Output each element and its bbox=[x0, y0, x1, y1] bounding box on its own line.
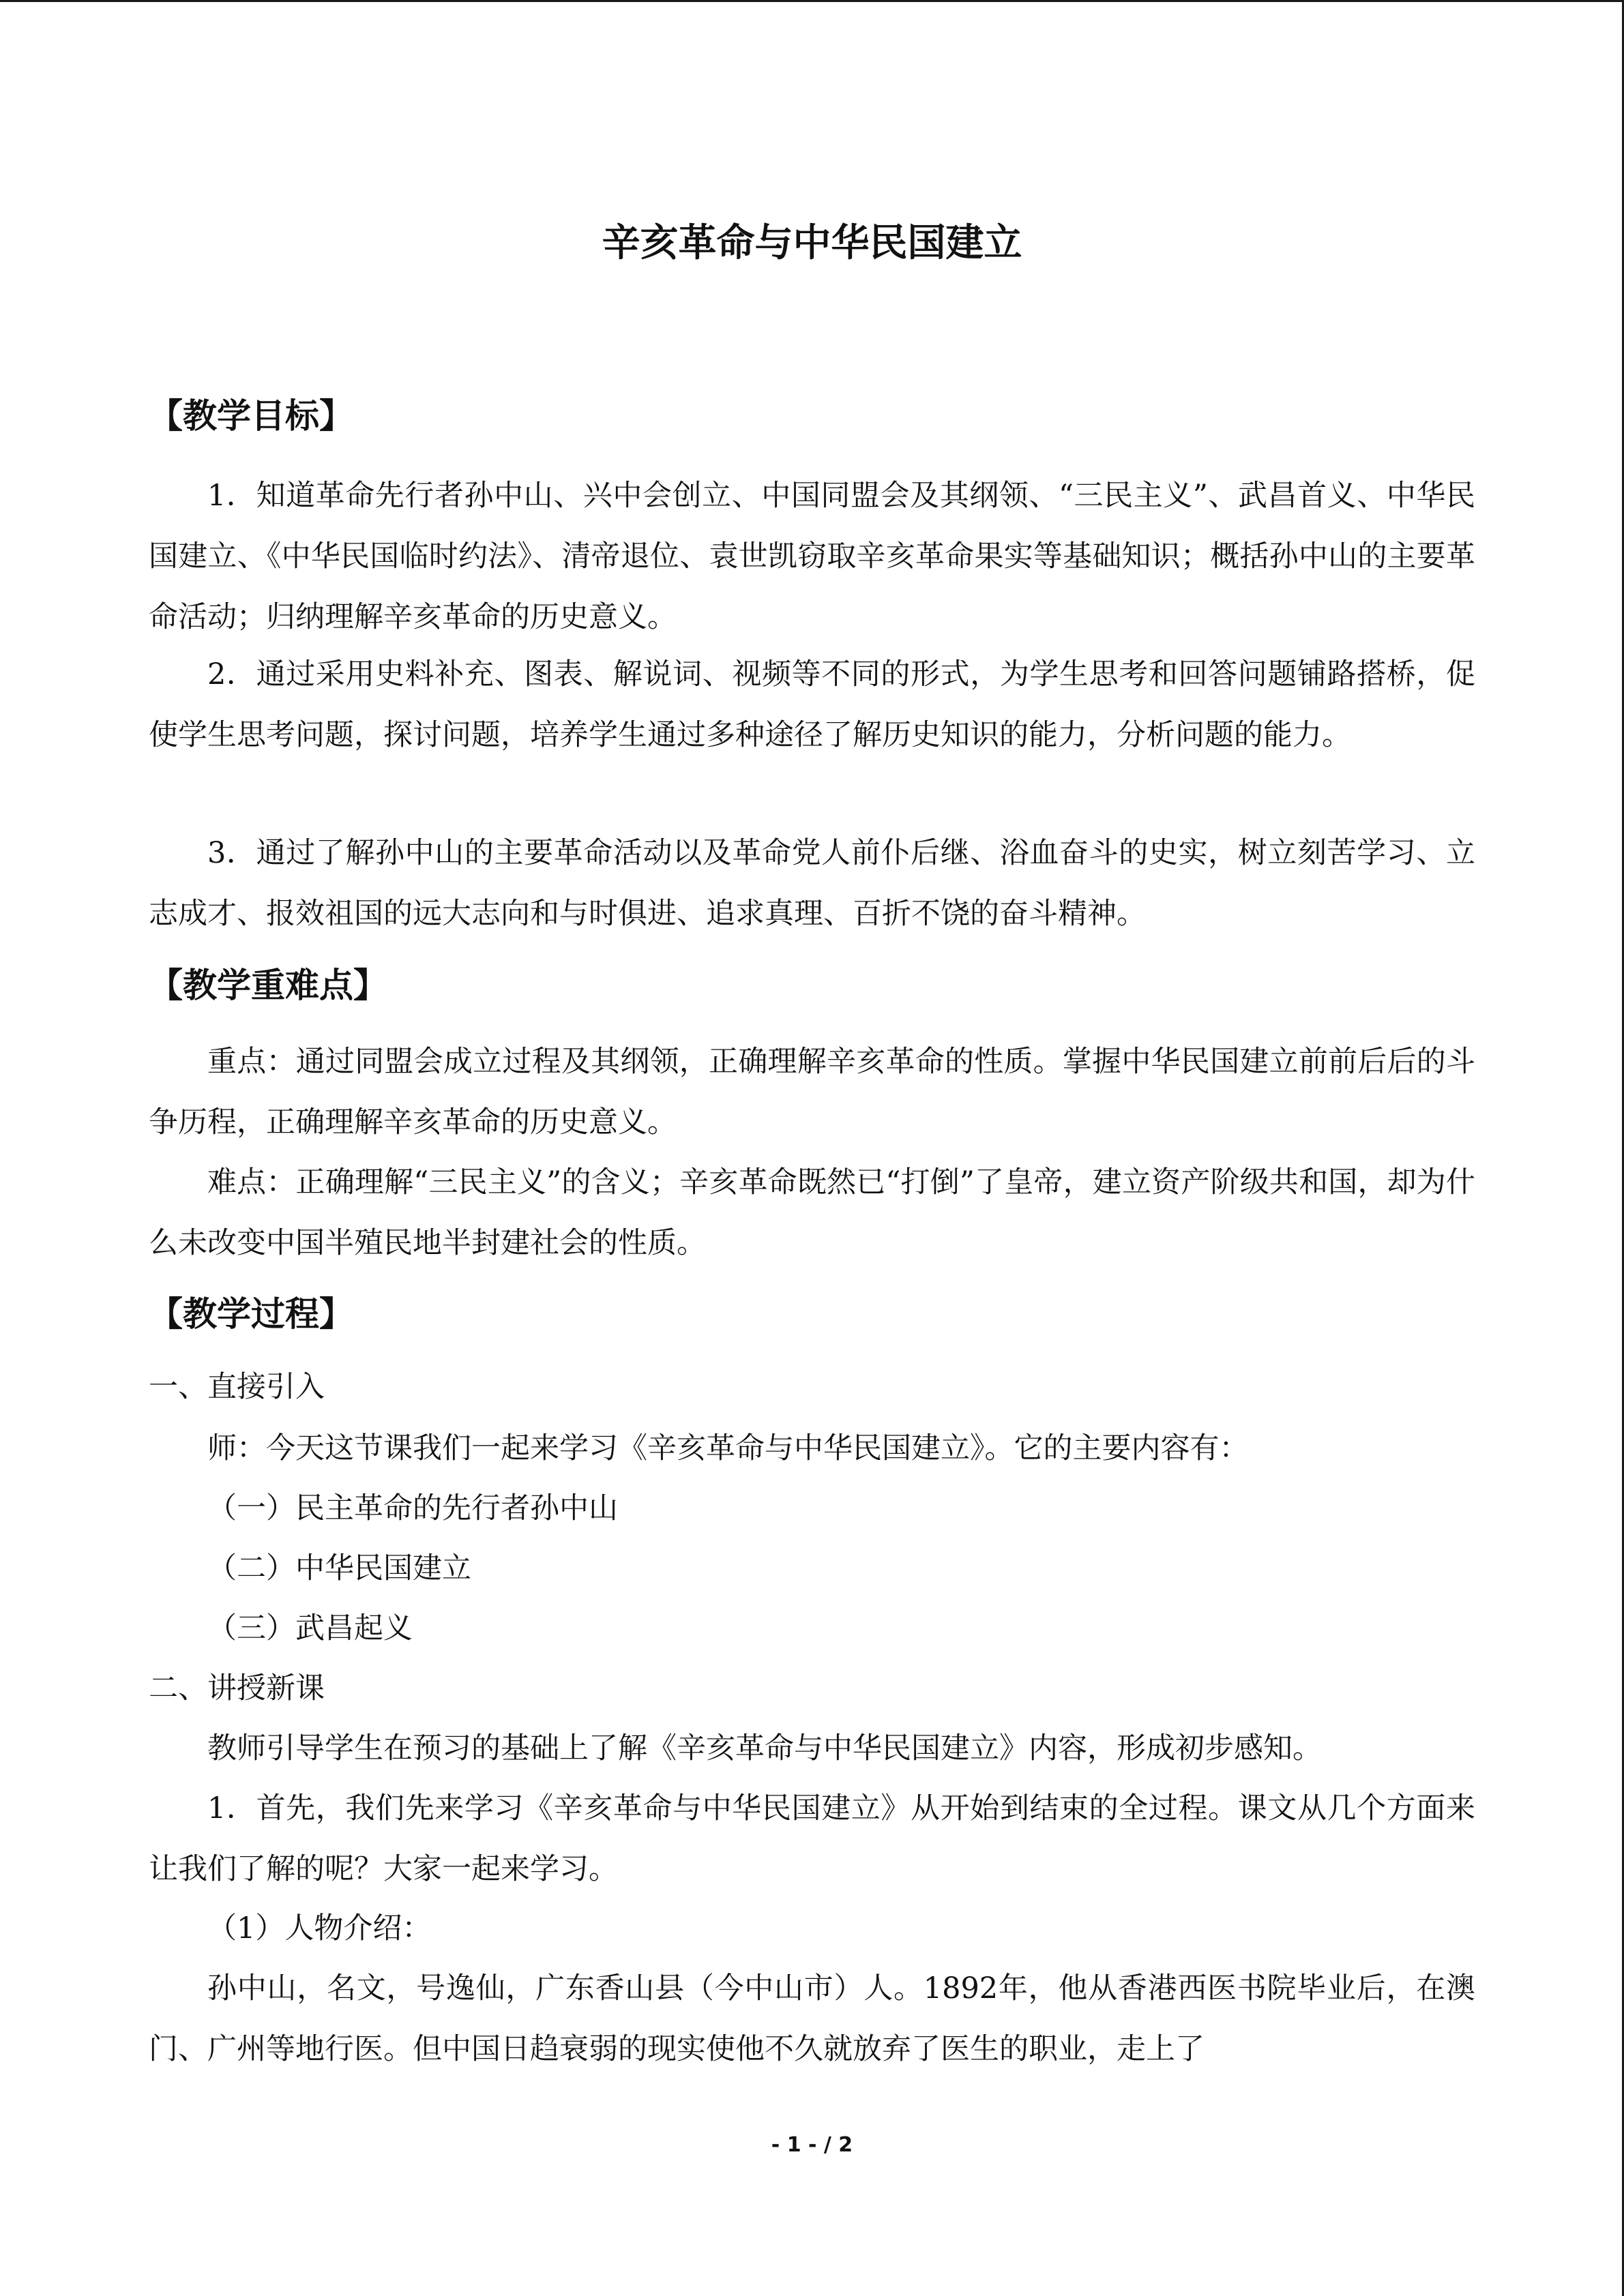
objective-item-1: 1．知道革命先行者孙中山、兴中会创立、中国同盟会及其纲领、“三民主义”、武昌首义、中华民国建立、《中华民国临时约法》、清帝退位、袁世凯窃取辛亥革命果实等基础知识；概括孙中山的主要革命活动；归纳理解辛亥革命的历史意义。 bbox=[149, 479, 1475, 634]
process-part2-paragraph-3: （1）人物介绍： bbox=[207, 1911, 432, 1945]
process-part2-paragraph-1: 教师引导学生在预习的基础上了解《辛亥革命与中华民国建立》内容，形成初步感知。 bbox=[207, 1731, 1322, 1765]
section-heading-key-points: 【教学重难点】 bbox=[149, 966, 387, 1005]
process-part2-title: 二、讲授新课 bbox=[149, 1671, 325, 1705]
process-part1-title: 一、直接引入 bbox=[149, 1370, 325, 1404]
process-list-item-1: （一）民主革命的先行者孙中山 bbox=[207, 1491, 618, 1525]
objective-item-3: 3．通过了解孙中山的主要革命活动以及革命党人前仆后继、浴血奋斗的史实，树立刻苦学习、立志成才、报效祖国的远大志向和与时俱进、追求真理、百折不饶的奋斗精神。 bbox=[149, 836, 1475, 931]
process-part2-paragraph-2: 1．首先，我们先来学习《辛亥革命与中华民国建立》从开始到结束的全过程。课文从几个方面来让我们了解的呢？大家一起来学习。 bbox=[149, 1791, 1475, 1886]
document-page bbox=[149, 0, 1475, 2296]
section-heading-process: 【教学过程】 bbox=[149, 1294, 353, 1334]
process-list-item-2: （二）中华民国建立 bbox=[207, 1551, 471, 1585]
key-point-focus: 重点：通过同盟会成立过程及其纲领，正确理解辛亥革命的性质。掌握中华民国建立前前后后的斗争历程，正确理解辛亥革命的历史意义。 bbox=[149, 1045, 1475, 1139]
key-point-difficulty: 难点：正确理解“三民主义”的含义；辛亥革命既然已“打倒”了皇帝，建立资产阶级共和国，却为什么未改变中国半殖民地半封建社会的性质。 bbox=[149, 1165, 1475, 1260]
objective-item-2: 2．通过采用史料补充、图表、解说词、视频等不同的形式，为学生思考和回答问题铺路搭桥，促使学生思考问题，探讨问题，培养学生通过多种途径了解历史知识的能力，分析问题的能力。 bbox=[149, 657, 1475, 752]
section-heading-objectives: 【教学目标】 bbox=[149, 396, 353, 436]
document-title: 辛亥革命与中华民国建立 bbox=[602, 221, 1022, 265]
process-part2-paragraph-4: 孙中山，名文，号逸仙，广东香山县（今中山市）人。1892年，他从香港西医书院毕业后，在澳门、广州等地行医。但中国日趋衰弱的现实使他不久就放弃了医生的职业，走上了 bbox=[149, 1971, 1475, 2066]
process-list-item-3: （三）武昌起义 bbox=[207, 1611, 413, 1645]
process-part1-intro: 师：今天这节课我们一起来学习《辛亥革命与中华民国建立》。它的主要内容有： bbox=[207, 1431, 1249, 1465]
page-number-footer: - 1 - / 2 bbox=[771, 2133, 853, 2157]
